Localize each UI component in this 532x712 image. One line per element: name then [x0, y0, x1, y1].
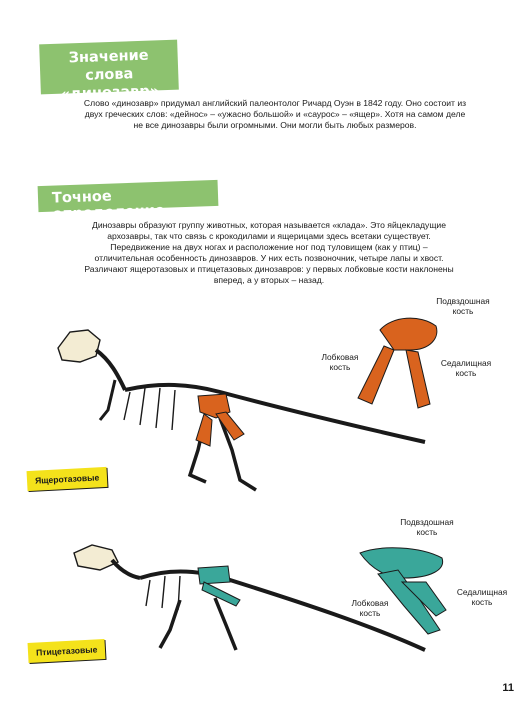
section-text-meaning: Слово «динозавр» придумал английский палеонтолог Ричард Оуэн в 1842 году. Оно состоит из двух греческих слов: «дейнос» – «ужасно большой» и «саурос» – «ящер». Хотя на самом деле не все динозавры были огромными. Они могли быть любых размеров. [83, 98, 467, 130]
saurischian-pelvis-highlight [196, 394, 244, 446]
saurischian-ilium-label: Подвздошная кость [436, 296, 490, 316]
ornithischian-pubis-label: Лобковая кость [351, 598, 389, 618]
section-title-meaning: Значение слова «динозавр» [39, 40, 179, 95]
page-number: 11 [502, 682, 514, 694]
ornithischian-ischium-label: Седалищная кость [456, 587, 508, 607]
ornithischian-pelvis-diagram [360, 548, 446, 634]
saurischian-pubis-label: Лобковая кость [321, 352, 359, 372]
saurischian-ischium-label: Седалищная кость [440, 358, 492, 378]
ornithischian-tag: Птицетазовые [28, 639, 106, 663]
section-title-definition: Точное определение [38, 180, 219, 212]
ornithischian-ilium-label: Подвздошная кость [400, 517, 454, 537]
saurischian-pelvis-diagram [358, 318, 437, 408]
section-text-definition: Динозавры образуют группу животных, которая называется «клада». Это яйцекладущие архозавры, так что связь с крокодилами и ящерицами здесь всетаки существует. Передвижение на двух ногах и расположение ног под туловищем (как у птиц) – отличительная особенность динозавров. У них есть позвоночник, четыре лапы и хвост. Различают ящеротазовых и птицетазовых динозавров: у первых лобковые кости наклонены вперед, а у вторых – назад. [84, 220, 454, 285]
saurischian-skeleton [58, 330, 425, 490]
saurischian-tag: Ящеротазовые [27, 467, 108, 491]
ornithischian-pelvis-highlight [198, 566, 240, 606]
